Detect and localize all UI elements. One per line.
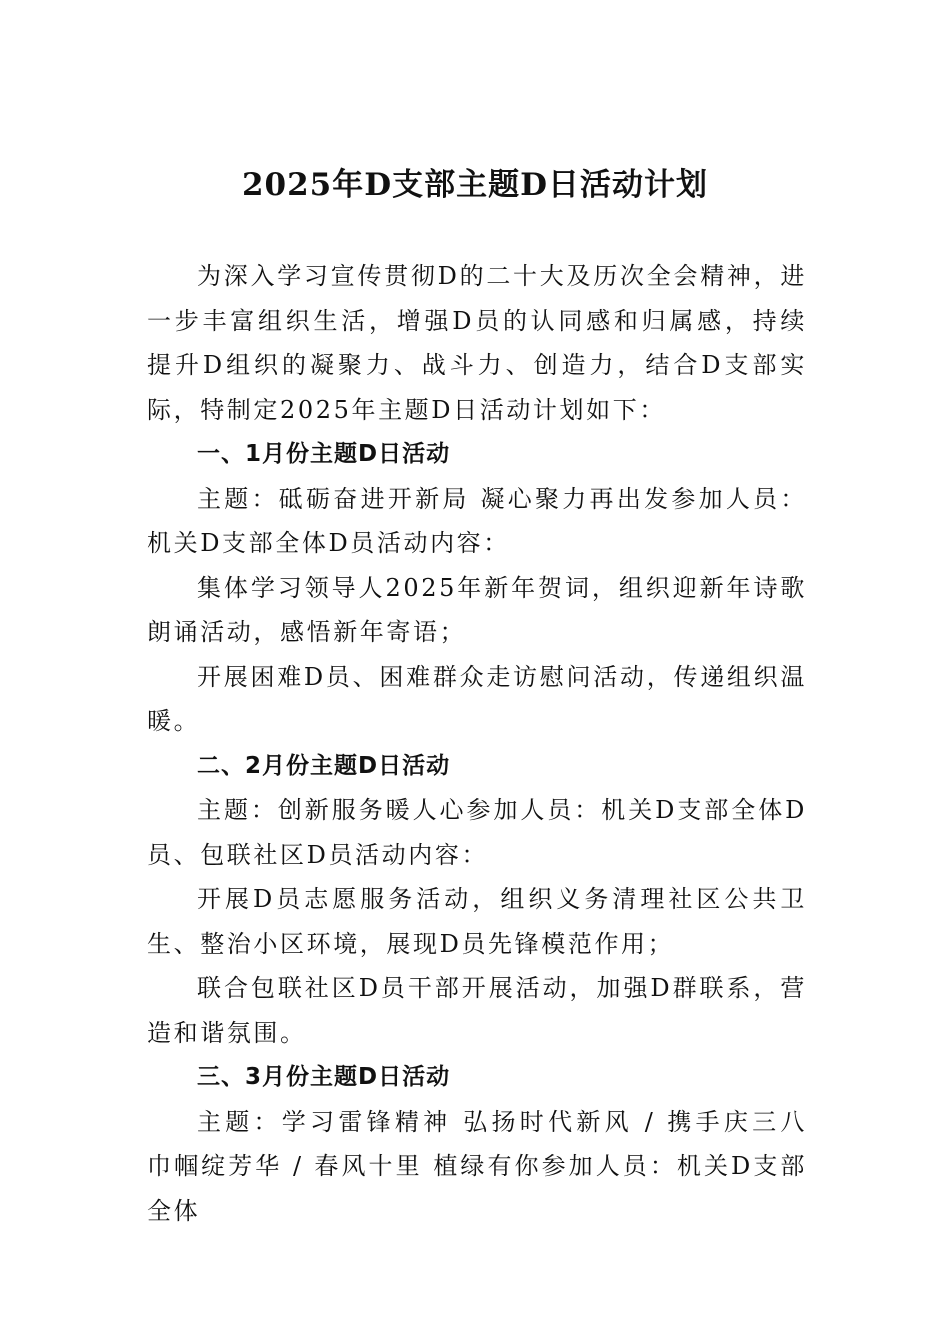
activity-item: 联合包联社区D员干部开展活动，加强D群联系，营造和谐氛围。 <box>147 974 807 1047</box>
section-theme-march: 主题：学习雷锋精神 弘扬时代新风 / 携手庆三八 巾帼绽芳华 / 春风十里 植绿有你参加人员：机关D支部全体 <box>147 1107 807 1225</box>
activity-item: 开展困难D员、困难群众走访慰问活动，传递组织温暖。 <box>147 662 807 735</box>
activity-item: 开展D员志愿服务活动，组织义务清理社区公共卫生、整治小区环境，展现D员先锋模范作用； <box>147 885 807 958</box>
section-theme-february: 主题：创新服务暖人心参加人员：机关D支部全体D员、包联社区D员活动内容： <box>147 796 807 869</box>
section-heading-january: 一、1月份主题D日活动 <box>197 441 451 467</box>
section-heading-march: 三、3月份主题D日活动 <box>197 1064 451 1090</box>
section-heading-february: 二、2月份主题D日活动 <box>197 752 451 779</box>
intro-paragraph: 为深入学习宣传贯彻D的二十大及历次全会精神，进一步丰富组织生活，增强D员的认同感和归属感，持续提升D组织的凝聚力、战斗力、创造力，结合D支部实际，特制定2025年主题D日活动计划如下： <box>147 262 807 424</box>
document-title: 2025年D支部主题D日活动计划 <box>241 167 709 203</box>
section-theme-january: 主题：砥砺奋进开新局 凝心聚力再出发参加人员：机关D支部全体D员活动内容： <box>147 484 807 557</box>
document-body <box>147 254 807 1233</box>
activity-item: 集体学习领导人2025年新年贺词，组织迎新年诗歌朗诵活动，感悟新年寄语； <box>147 573 807 646</box>
